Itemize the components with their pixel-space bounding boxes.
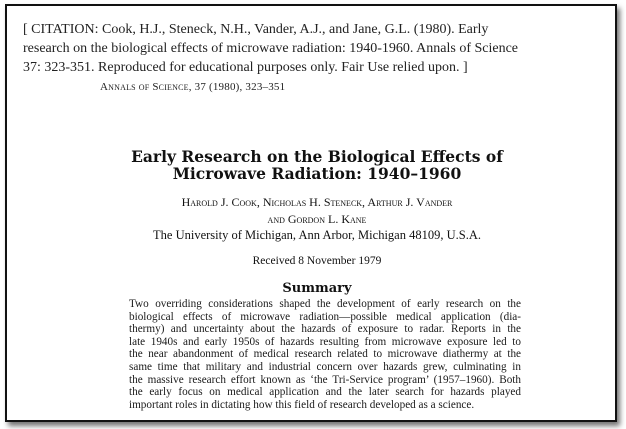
- paper-title: [127, 148, 507, 182]
- title-line: Early Research on the Biological Effects of: [131, 147, 503, 166]
- summary-line: Two overriding considerations shaped the development of early research on the: [129, 298, 521, 310]
- authors-line: Harold J. Cook, Nicholas H. Steneck, Arthur J. Vander: [181, 195, 453, 209]
- summary-line: late 1940s and early 1950s of hazards resulting from microwave exposure led to: [129, 335, 521, 348]
- authors-line: and Gordon L. Kane: [267, 212, 367, 226]
- summary-line: the early focus on medical application and the later search for hazards played: [129, 386, 521, 399]
- summary-line: the near abandonment of medical research related to microwave diathermy at the: [129, 348, 521, 361]
- summary-line: the massive research effort known as ‘the Tri-Service program’ (1957–1960). Both: [129, 373, 521, 386]
- citation-line: 37: 323-351. Reproduced for educational purposes only. Fair Use relied upon. ]: [23, 60, 468, 75]
- summary-line: important roles in dictating how this field of research developed as a science.: [129, 398, 475, 411]
- citation-line: research on the biological effects of microwave radiation: 1940-1960. Annals of Science: [23, 41, 519, 56]
- affiliation: The University of Michigan, Ann Arbor, Michigan 48109, U.S.A.: [153, 228, 481, 242]
- summary-line: same time that military and industrial concern over hazards grew, culminating in: [129, 360, 521, 373]
- citation-line: [ CITATION: Cook, H.J., Steneck, N.H., Vander, A.J., and Jane, G.L. (1980). Early: [23, 22, 489, 37]
- summary-line: biological effects of microwave radiation—possible medical application (dia-: [129, 310, 521, 323]
- journal-header: Annals of Science, 37 (1980), 323–351: [100, 81, 286, 93]
- received-date: Received 8 November 1979: [252, 255, 382, 267]
- authors: [127, 194, 507, 228]
- summary-heading: Summary: [282, 281, 352, 296]
- document-page: [5, 4, 617, 422]
- summary-line: thermy) and uncertainty about the hazards of exposure to radar. Reports in the: [129, 323, 521, 336]
- summary-body: [129, 298, 521, 411]
- citation-block: [23, 20, 523, 77]
- title-line: Microwave Radiation: 1940–1960: [172, 164, 462, 183]
